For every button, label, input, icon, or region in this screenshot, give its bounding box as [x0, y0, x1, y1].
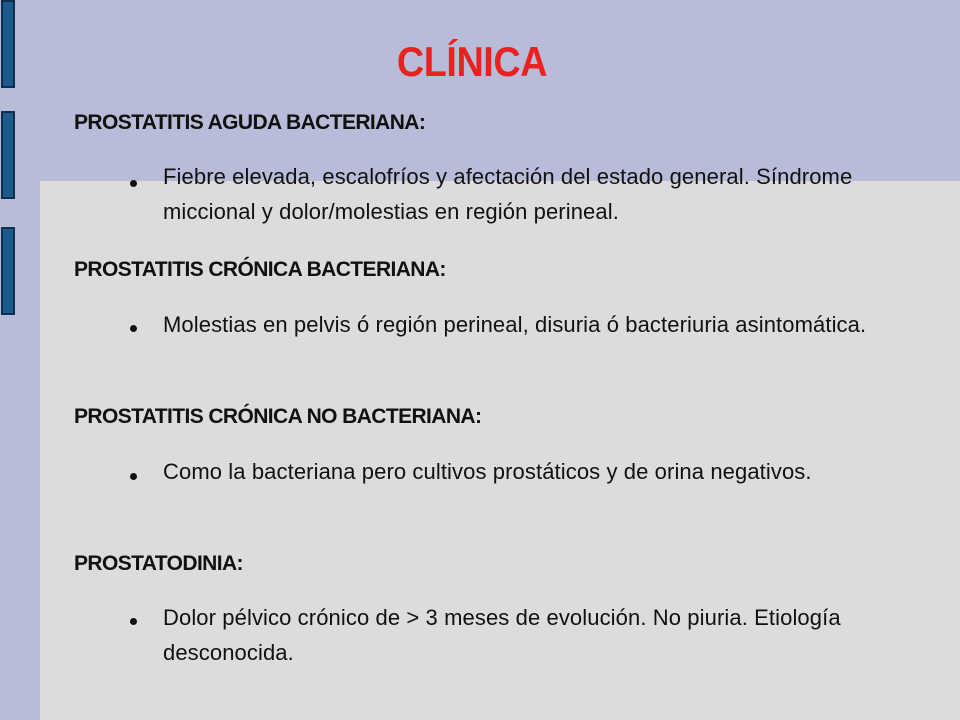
- section-heading-aguda-bacteriana: PROSTATITIS AGUDA BACTERIANA:: [74, 111, 426, 134]
- bullet-dot: [130, 618, 137, 625]
- section-heading-prostatodinia: PROSTATODINIA:: [74, 552, 243, 575]
- bullet-dot: [130, 180, 137, 187]
- accent-bar-middle: [1, 111, 15, 199]
- accent-bar-bottom: [1, 227, 15, 315]
- bullet-dot: [130, 473, 137, 480]
- bullet-text-aguda-bacteriana: Fiebre elevada, escalofríos y afectación del estado general. Síndrome miccional y dolor/molestias en región perineal.: [163, 164, 853, 224]
- slide-title: CLÍNICA: [396, 38, 548, 85]
- bullet-text-cronica-no-bacteriana: Como la bacteriana pero cultivos prostáticos y de orina negativos.: [163, 459, 812, 484]
- section-heading-cronica-bacteriana: PROSTATITIS CRÓNICA BACTERIANA:: [74, 258, 446, 281]
- bullet-dot: [130, 325, 137, 332]
- accent-bar-top: [1, 0, 15, 88]
- bullet-text-cronica-bacteriana: Molestias en pelvis ó región perineal, disuria ó bacteriuria asintomática.: [163, 312, 867, 337]
- section-heading-cronica-no-bacteriana: PROSTATITIS CRÓNICA NO BACTERIANA:: [74, 405, 482, 428]
- bullet-text-prostatodinia: Dolor pélvico crónico de > 3 meses de evolución. No piuria. Etiología desconocida.: [163, 605, 841, 665]
